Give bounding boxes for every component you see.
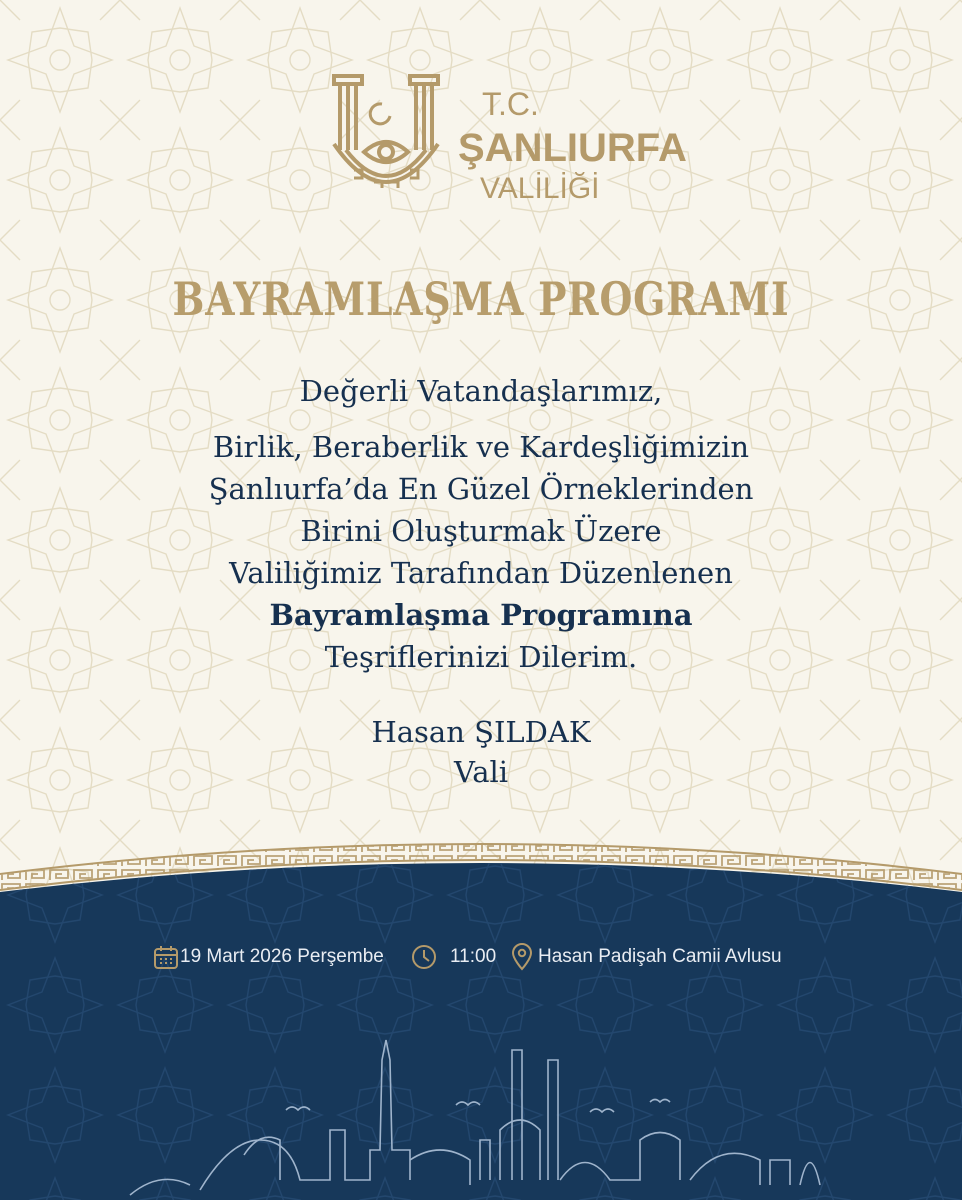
logo-city-text: ŞANLIURFA bbox=[458, 126, 687, 170]
clock-icon bbox=[410, 943, 438, 971]
logo-tc-text: T.C. bbox=[482, 86, 539, 122]
footer-panel bbox=[0, 840, 962, 1200]
event-date-text: 19 Mart 2026 Perşembe bbox=[180, 946, 384, 967]
salutation: Değerli Vatandaşlarımız, bbox=[299, 374, 663, 408]
signature-block bbox=[0, 712, 962, 792]
event-location-text: Hasan Padişah Camii Avlusu bbox=[538, 946, 782, 967]
body-line: Birini Oluşturmak Üzere bbox=[300, 514, 662, 548]
event-time-text: 11:00 bbox=[450, 946, 497, 967]
event-time bbox=[410, 940, 496, 974]
event-date bbox=[152, 940, 384, 974]
body-line: Valiliğimiz Tarafından Düzenlenen bbox=[229, 556, 733, 590]
invitation-paragraph bbox=[0, 426, 962, 678]
body-line: Teşriflerinizi Dilerim. bbox=[324, 640, 638, 674]
logo-governorship-text: VALİLİĞİ bbox=[480, 172, 600, 205]
location-pin-icon bbox=[510, 943, 534, 971]
event-location bbox=[510, 940, 782, 974]
event-info bbox=[0, 940, 962, 974]
logo bbox=[330, 70, 687, 210]
page-title: BAYRAMLAŞMA PROGRAMI bbox=[172, 272, 790, 326]
sanliurfa-emblem-icon bbox=[330, 70, 442, 202]
signer-role: Vali bbox=[453, 755, 509, 789]
body-line-bold: Bayramlaşma Programına bbox=[269, 598, 693, 632]
body-line: Birlik, Beraberlik ve Kardeşliğimizin bbox=[212, 430, 750, 464]
signer-name: Hasan ŞILDAK bbox=[371, 715, 591, 749]
body-line: Şanlıurfa’da En Güzel Örneklerinden bbox=[208, 472, 754, 506]
calendar-icon bbox=[152, 943, 180, 971]
